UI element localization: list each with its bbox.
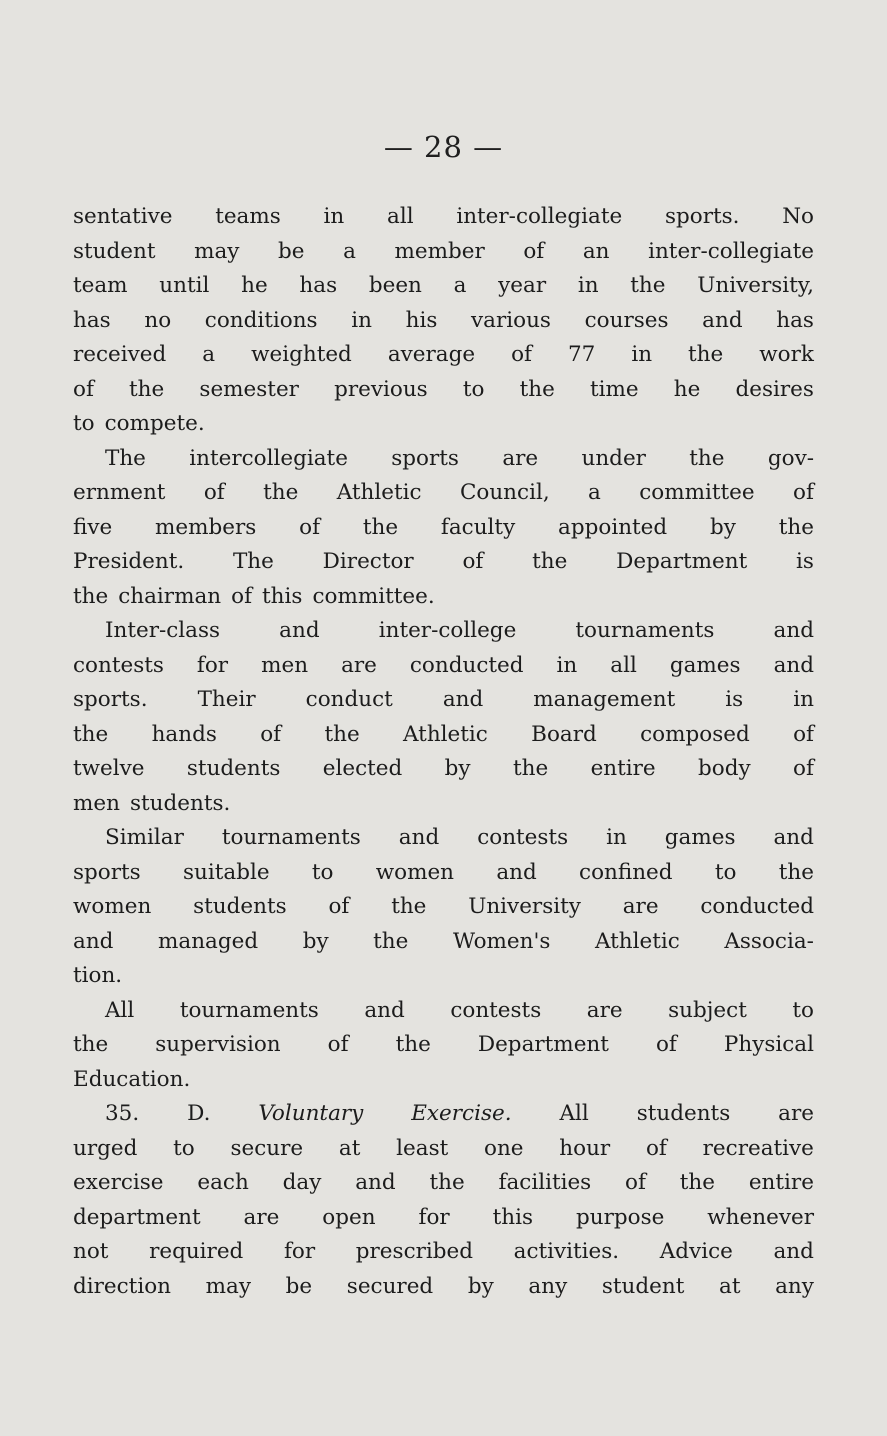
word: hands — [151, 721, 217, 747]
word: contests — [450, 997, 542, 1023]
word: of — [793, 721, 814, 747]
word: intercollegiate — [189, 445, 348, 471]
word: in — [606, 825, 627, 850]
text-line — [73, 1097, 814, 1132]
word: and — [702, 307, 743, 333]
word: of — [511, 342, 532, 367]
word: may — [194, 238, 240, 264]
word: Council, — [459, 480, 550, 505]
word: Director — [322, 549, 414, 574]
word: all — [387, 204, 414, 229]
word: and — [364, 997, 405, 1023]
word: for — [196, 652, 229, 678]
word: the — [263, 480, 299, 505]
word: and — [773, 1239, 814, 1264]
text-line — [73, 856, 814, 891]
word: facilities — [498, 1170, 592, 1195]
word: of — [299, 514, 321, 540]
word: by — [302, 928, 329, 954]
word: to — [462, 376, 485, 402]
word: Department — [477, 1032, 609, 1057]
word: year — [498, 273, 547, 298]
text-line — [73, 925, 814, 960]
word: be — [278, 238, 305, 264]
text-line — [73, 1270, 814, 1305]
text-line — [73, 614, 814, 649]
word: are — [622, 894, 659, 919]
word: tournaments — [575, 618, 715, 643]
word: students. — [129, 790, 231, 816]
text-line — [73, 890, 814, 925]
word: of — [203, 480, 225, 505]
word: no — [144, 307, 172, 333]
word: the — [73, 583, 109, 609]
word: Women's — [452, 928, 551, 954]
word: compete. — [104, 411, 205, 436]
word: whenever — [707, 1204, 814, 1230]
text-line — [73, 1235, 814, 1270]
word: gov- — [767, 445, 814, 471]
word: games — [664, 825, 736, 850]
word: Athletic — [336, 480, 422, 505]
word: contests — [477, 825, 569, 850]
text-line — [73, 683, 814, 718]
word: appointed — [558, 514, 668, 540]
word: a — [588, 480, 601, 505]
word: confined — [579, 859, 673, 885]
word: has — [73, 307, 111, 333]
word: the — [324, 721, 360, 747]
word: sports — [391, 445, 459, 471]
word: secured — [346, 1273, 434, 1299]
word: entire — [590, 756, 656, 781]
word: hour — [559, 1135, 611, 1161]
word: games — [669, 652, 741, 678]
word: to — [173, 1135, 195, 1161]
word: previous — [334, 376, 428, 402]
word: conducted — [700, 894, 814, 919]
word: any — [528, 1273, 568, 1299]
word: activities. — [513, 1239, 620, 1264]
word: are — [778, 1101, 814, 1126]
word: University, — [697, 273, 814, 298]
word: least — [396, 1135, 449, 1161]
word: be — [285, 1273, 313, 1299]
word: required — [149, 1239, 244, 1264]
word: subject — [668, 997, 747, 1023]
word: Athletic — [595, 928, 680, 954]
word: sports. — [73, 687, 148, 712]
word: and — [442, 687, 484, 712]
word: are — [243, 1204, 280, 1230]
word: of — [231, 583, 253, 609]
word: of — [260, 721, 282, 747]
word: committee — [639, 480, 755, 505]
word: average — [387, 342, 476, 367]
word: President. — [73, 549, 185, 574]
word: day — [282, 1170, 322, 1195]
word: women — [375, 859, 455, 885]
word: All — [559, 1101, 589, 1126]
text-line — [73, 407, 814, 442]
word: the — [512, 756, 549, 781]
word: The — [105, 445, 146, 471]
word: Physical — [723, 1032, 814, 1057]
text-line — [73, 580, 814, 615]
word: the — [129, 376, 165, 402]
word: and — [73, 928, 114, 954]
word: conditions — [204, 307, 318, 333]
text-line — [73, 235, 814, 270]
word: D. — [187, 1101, 211, 1126]
word: and — [355, 1170, 396, 1195]
word: sentative — [73, 204, 173, 229]
word: purpose — [575, 1204, 665, 1230]
word: Associa- — [724, 928, 814, 954]
word: Education. — [73, 1066, 191, 1092]
word: until — [159, 273, 210, 298]
text-line — [73, 1132, 814, 1167]
word: the — [395, 1032, 431, 1057]
word: inter-college — [378, 618, 517, 643]
word: the — [429, 1170, 465, 1195]
word: students — [193, 894, 287, 919]
word: are — [341, 652, 377, 678]
word: of — [523, 238, 545, 264]
word: student — [73, 238, 156, 264]
word: faculty — [440, 514, 516, 540]
word: team — [73, 273, 128, 298]
word: conducted — [409, 652, 524, 678]
text-line — [73, 476, 814, 511]
word: entire — [748, 1170, 814, 1195]
word: teams — [215, 204, 281, 229]
text-line — [73, 1166, 814, 1201]
text-line — [73, 1063, 814, 1098]
word: men — [261, 652, 309, 678]
word: student — [601, 1273, 685, 1299]
word: semester — [199, 376, 299, 402]
word: All — [105, 997, 135, 1023]
word: direction — [73, 1273, 171, 1299]
word: ernment — [73, 480, 166, 505]
word: his — [405, 307, 438, 333]
word: and — [773, 618, 814, 643]
word: a — [453, 273, 467, 298]
word: in — [556, 652, 578, 678]
word: composed — [640, 721, 750, 747]
word: for — [418, 1204, 450, 1230]
word: of — [793, 756, 814, 781]
word: Exercise. — [411, 1101, 512, 1126]
word: the — [688, 342, 724, 367]
word: each — [197, 1170, 249, 1195]
word: the — [630, 273, 666, 298]
word: in — [323, 204, 345, 229]
word: at — [719, 1273, 741, 1299]
word: a — [343, 238, 356, 264]
word: Board — [531, 721, 597, 747]
word: a — [202, 342, 216, 367]
word: the — [73, 1032, 109, 1057]
word: and — [279, 618, 320, 643]
word: supervision — [155, 1032, 281, 1057]
word: member — [394, 238, 485, 264]
word: of — [793, 480, 814, 505]
page-number: — 28 — — [383, 130, 504, 164]
word: of — [625, 1170, 646, 1195]
text-line — [73, 821, 814, 856]
word: he — [673, 376, 701, 402]
word: twelve — [73, 756, 145, 781]
word: chairman — [118, 583, 222, 609]
text-line — [73, 511, 814, 546]
word: 77 — [567, 342, 596, 367]
word: courses — [584, 307, 669, 333]
word: Advice — [659, 1239, 733, 1264]
word: 35. — [105, 1101, 140, 1126]
word: the — [519, 376, 555, 402]
word: sports — [73, 859, 141, 885]
word: and — [773, 825, 814, 850]
word: women — [73, 894, 152, 919]
word: exercise — [73, 1170, 164, 1195]
word: in — [631, 342, 653, 367]
word: Similar — [105, 825, 184, 850]
word: students — [186, 756, 281, 781]
word: of — [327, 1032, 349, 1057]
word: been — [368, 273, 422, 298]
word: desires — [735, 376, 814, 402]
word: by — [467, 1273, 494, 1299]
word: and — [773, 652, 814, 678]
word: to — [714, 859, 737, 885]
text-line — [73, 338, 814, 373]
word: in — [577, 273, 599, 298]
word: at — [338, 1135, 361, 1161]
word: the — [778, 859, 814, 885]
word: Inter-class — [105, 618, 221, 643]
word: Their — [197, 687, 256, 712]
word: to — [792, 997, 814, 1023]
word: the — [362, 514, 399, 540]
word: the — [532, 549, 568, 574]
word: this — [262, 583, 303, 609]
text-line — [73, 718, 814, 753]
word: in — [351, 307, 372, 333]
word: not — [73, 1239, 109, 1264]
text-line — [73, 545, 814, 580]
word: weighted — [251, 342, 352, 367]
word: Voluntary — [258, 1101, 364, 1126]
word: and — [496, 859, 537, 885]
word: an — [582, 238, 610, 264]
word: he — [241, 273, 268, 298]
word: under — [581, 445, 646, 471]
text-line — [73, 649, 814, 684]
word: tournaments — [179, 997, 319, 1023]
word: has — [776, 307, 814, 333]
word: in — [793, 687, 814, 712]
word: one — [484, 1135, 524, 1161]
word: five — [73, 514, 113, 540]
word: the — [73, 721, 109, 747]
text-line — [73, 442, 814, 477]
word: committee. — [312, 583, 435, 609]
word: received — [73, 342, 167, 367]
word: Department — [616, 549, 748, 574]
word: men — [73, 790, 120, 816]
text-line — [73, 304, 814, 339]
word: management — [533, 687, 676, 712]
text-line — [73, 200, 814, 235]
word: the — [373, 928, 409, 954]
word: open — [322, 1204, 376, 1230]
word: is — [725, 687, 744, 712]
word: tournaments — [221, 825, 361, 850]
word: is — [796, 549, 814, 574]
word: conduct — [305, 687, 393, 712]
word: the — [679, 1170, 715, 1195]
word: University — [468, 894, 581, 919]
word: time — [589, 376, 639, 402]
text-line — [73, 1028, 814, 1063]
text-line — [73, 269, 814, 304]
word: The — [232, 549, 274, 574]
word: by — [444, 756, 471, 781]
word: has — [299, 273, 338, 298]
word: are — [502, 445, 539, 471]
word: by — [709, 514, 736, 540]
word: are — [586, 997, 623, 1023]
word: the — [391, 894, 427, 919]
word: elected — [322, 756, 403, 781]
word: body — [698, 756, 751, 781]
word: Athletic — [403, 721, 488, 747]
word: suitable — [182, 859, 270, 885]
word: inter-collegiate — [456, 204, 623, 229]
text-line — [73, 994, 814, 1029]
text-line — [73, 959, 814, 994]
word: for — [283, 1239, 316, 1264]
word: urged — [73, 1135, 138, 1161]
word: the — [689, 445, 725, 471]
word: of — [462, 549, 484, 574]
body-text — [73, 200, 814, 1304]
word: various — [471, 307, 551, 333]
word: of — [73, 376, 94, 402]
word: to — [311, 859, 334, 885]
word: all — [610, 652, 637, 678]
word: the — [778, 514, 814, 540]
word: work — [759, 342, 814, 367]
word: No — [782, 204, 814, 229]
text-line — [73, 373, 814, 408]
word: tion. — [73, 963, 123, 988]
word: of — [645, 1135, 667, 1161]
word: contests — [73, 652, 164, 678]
text-line — [73, 1201, 814, 1236]
word: to — [73, 411, 95, 436]
word: prescribed — [355, 1239, 474, 1264]
word: sports. — [664, 204, 740, 229]
word: recreative — [702, 1135, 814, 1161]
word: may — [205, 1273, 251, 1299]
word: inter-collegiate — [648, 238, 814, 264]
text-line — [73, 787, 814, 822]
word: and — [398, 825, 440, 850]
word: students — [636, 1101, 731, 1126]
word: managed — [158, 928, 259, 954]
word: department — [73, 1204, 201, 1230]
text-line — [73, 752, 814, 787]
word: of — [328, 894, 350, 919]
word: of — [655, 1032, 677, 1057]
word: this — [492, 1204, 534, 1230]
word: any — [775, 1273, 814, 1299]
word: secure — [230, 1135, 304, 1161]
word: members — [155, 514, 257, 540]
